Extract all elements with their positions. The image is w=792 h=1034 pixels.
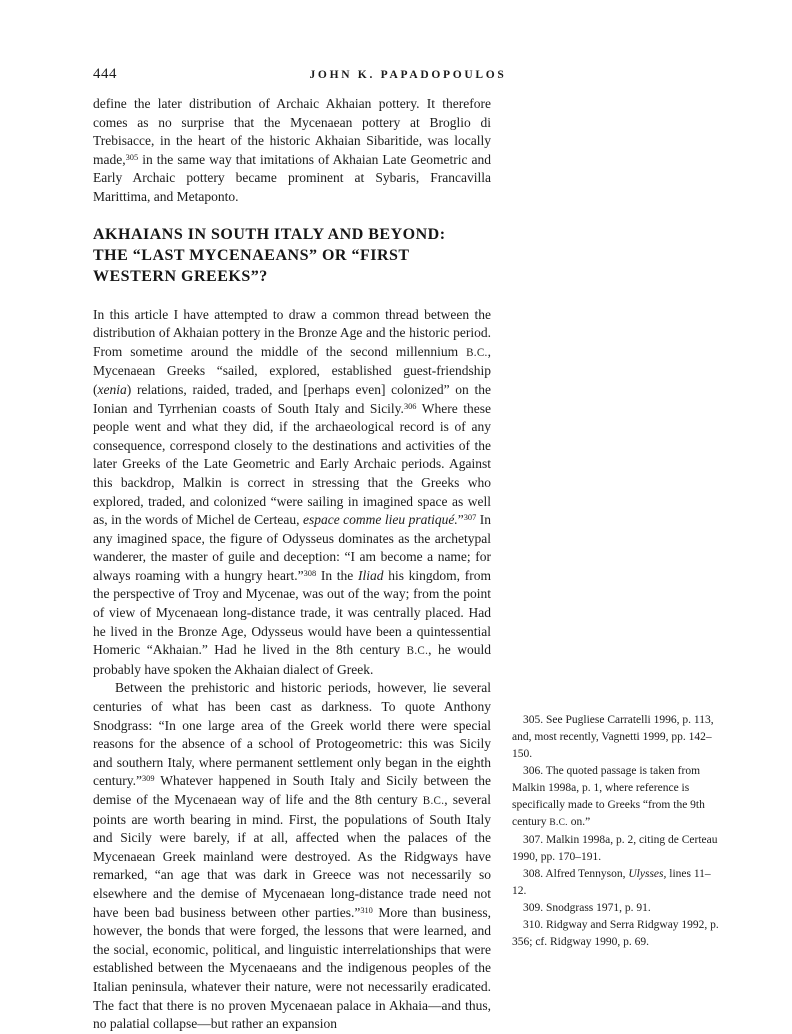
body-paragraph-dark-age: Between the prehistoric and historic periods, however, lie several centuries of what has been cast as darkness. To quote Anthony Snodgrass: “In one large area of the Greek world there were special reasons for the absence of a school of Protogeometric: this was Sicily and southern Italy, where permanent settlement only began in the eighth century.”$^{309}$ Whatever happened in South Italy and Sicily between the demise of the Mycenaean way of life and the 8th century B.C., several points are worth bearing in mind. First, the populations of South Italy and Sicily were barely, if at all, affected when the palaces of the Mycenaean Greek mainland were destroyed. As the Ridgways have remarked, “an age that was dark in Greece was not necessarily so elsewhere and the demise of Mycenaean long-distance trade need not have been bad business between other parties.”$^{310}$ More than business, however, the bonds that were forged, the lessons that were learned, and the social, economic, political, and linguistic interrelationships that were established between the Mycenaeans and the indigenous peoples of the Italian peninsula, whatever their nature, were not necessarily eradicated. The fact that there is no proven Mycenaean palace in Akhaia—and thus, no palatial collapse—but rather an expansion (93, 680, 491, 1032)
footnotes-column (512, 712, 719, 951)
main-text-column (93, 95, 491, 1034)
footnote-307: 307. Malkin 1998a, p. 2, citing de Certeau 1990, pp. 170–191. (512, 834, 718, 863)
footnote-310: 310. Ridgway and Serra Ridgway 1992, p. 356; cf. Ridgway 1990, p. 69. (512, 919, 719, 948)
running-head-author: JOHN K. PAPADOPOULOS (309, 69, 507, 81)
body-paragraph-intro: In this article I have attempted to draw a common thread between the distribution of Akhaian pottery in the Bronze Age and the historic period. From sometime around the middle of the second millennium B.C., Mycenaean Greeks “sailed, explored, established guest-friendship (xenia) relations, raided, traded, and [perhaps even] colonized” on the Ionian and Tyrrhenian coasts of South Italy and Sicily.$^{306}$ Where these people went and what they did, if the archaeological record is of any consequence, correspond closely to the destinations and activities of the later Greeks of the Late Geometric and Early Archaic periods. Against this backdrop, Malkin is correct in stressing that the Greeks who explored, traded, and colonized “were sailing in imagined space as well as, in the words of Michel de Certeau, espace comme lieu pratiqué.”$^{307}$ In any imagined space, the figure of Odysseus dominates as the archetypal wanderer, the master of guile and deception: “I am become a name; for always roaming with a hungry heart.”$^{308}$ In the Iliad his kingdom, from the perspective of Troy and Mycenae, was out of the way; from the point of view of Mycenaean long-distance trade, it was centrally placed. Had he lived in the Bronze Age, Odysseus would have been a quintessential Homeric “Akhaian.” Had he lived in the 8th century B.C., he would probably have spoken the Akhaian dialect of Greek. (93, 306, 491, 677)
footnote-306: 306. The quoted passage is taken from Malkin 1998a, p. 1, where reference is specifically made to Greeks “from the 9th century B.C. on.” (512, 765, 705, 828)
footnote-308: 308. Alfred Tennyson, Ulysses, lines 11–12. (512, 868, 711, 897)
section-heading: AKHAIANS IN SOUTH ITALY AND BEYOND: THE “LAST MYCENAEANS” OR “FIRST WESTERN GREEKS”? (93, 225, 446, 285)
body-paragraph-continuation: define the later distribution of Archaic Akhaian pottery. It therefore comes as no surprise that the Mycenaean pottery at Broglio di Trebisacce, in the heart of the historic Akhaian Sibaritide, was locally made,$^{305}$ in the same way that imitations of Akhaian Late Geometric and Early Archaic pottery became prominent at Sybaris, Francavilla Marittima, and Metaponto. (93, 96, 491, 204)
footnote-305: 305. See Pugliese Carratelli 1996, p. 113, and, most recently, Vagnetti 1999, pp. 142–150. (512, 714, 714, 760)
footnote-309: 309. Snodgrass 1971, p. 91. (523, 902, 651, 914)
page-number: 444 (93, 66, 117, 82)
